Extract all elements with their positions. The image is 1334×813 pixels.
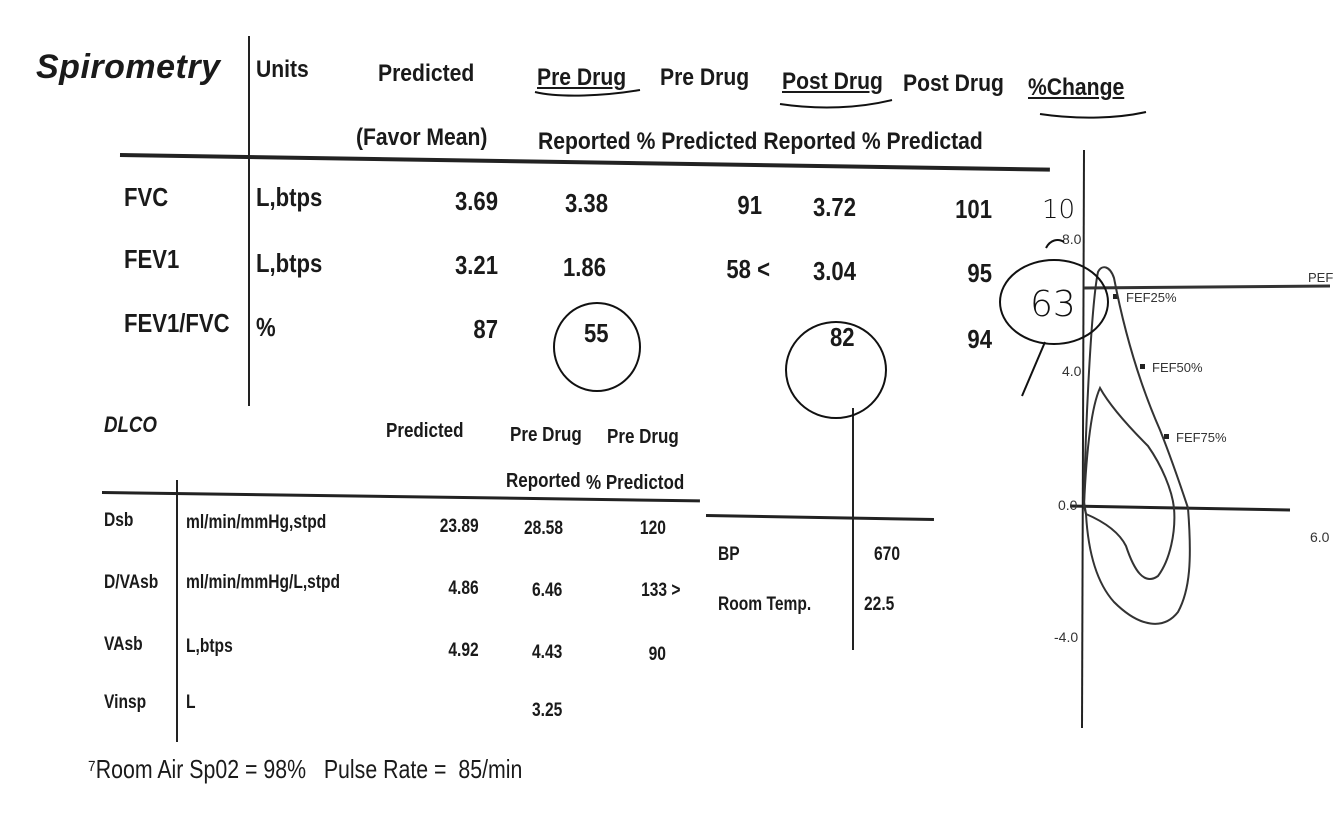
- row-fev1fvc-post-reported: 82: [830, 322, 855, 352]
- header-sub-row: Reported % Predicted Reported % Predictad: [538, 128, 983, 155]
- dlco-row-vinsp-units: L: [186, 692, 196, 713]
- spirometry-vertical-divider: [248, 36, 250, 406]
- row-fvc-name: FVC: [124, 182, 169, 212]
- fef25-label: FEF25%: [1126, 290, 1177, 305]
- dlco-row-dvasb-pct: 133 >: [641, 580, 681, 601]
- header-post-drug-reported: Post Drug: [782, 68, 883, 95]
- dlco-row-vasb-reported: 4.43: [532, 642, 563, 663]
- dlco-header-reported: Reported: [506, 470, 581, 492]
- y-tick-8: 8.0: [1062, 231, 1082, 247]
- flow-volume-y-axis: [1082, 150, 1084, 728]
- underline-post-drug: [780, 100, 892, 107]
- row-fev1-name: FEV1: [124, 244, 180, 274]
- pre-drug-loop: [1084, 388, 1174, 579]
- spirometry-title: Spirometry: [36, 48, 221, 86]
- row-fev1-predicted: 3.21: [454, 250, 498, 280]
- dlco-row-dvasb-predicted: 4.86: [448, 578, 479, 599]
- fef50-label: FEF50%: [1152, 360, 1203, 375]
- dlco-row-dvasb-reported: 6.46: [532, 580, 563, 601]
- y-tick-minus4: -4.0: [1054, 629, 1079, 645]
- fef75-marker: [1164, 434, 1169, 439]
- dlco-row-dsb-predicted: 23.89: [439, 516, 479, 537]
- dlco-vertical-divider: [176, 480, 178, 742]
- pef-line: [1084, 286, 1330, 288]
- dlco-header-pre-drug-2: Pre Drug: [607, 426, 679, 448]
- row-fev1-units: L,btps: [256, 248, 323, 278]
- row-fev1fvc-post-pct: 94: [967, 324, 992, 354]
- bp-value: 670: [874, 544, 900, 565]
- room-temp-label: Room Temp.: [718, 594, 812, 615]
- dlco-header-pre-drug-1: Pre Drug: [510, 424, 582, 446]
- header-pre-drug-pct: Pre Drug: [660, 64, 750, 91]
- dlco-header-pct-predicted: % Predictod: [586, 472, 685, 494]
- handwritten-63: 63: [1030, 284, 1076, 325]
- y-tick-4: 4.0: [1062, 363, 1082, 379]
- dlco-row-vasb-units: L,btps: [186, 636, 233, 657]
- header-pre-drug-reported: Pre Drug: [537, 64, 627, 91]
- handwritten-10: 10: [1042, 195, 1076, 225]
- y-tick-0: 0.0: [1058, 497, 1078, 513]
- row-fev1fvc-predicted: 87: [473, 314, 498, 344]
- dlco-row-vasb-pct: 90: [648, 644, 666, 665]
- underline-change: [1040, 112, 1146, 118]
- bp-label: BP: [718, 544, 740, 565]
- row-fev1-pre-reported: 1.86: [563, 252, 607, 282]
- dlco-header-predicted: Predicted: [386, 420, 464, 442]
- header-predicted: Predicted: [378, 60, 475, 87]
- row-fev1-pre-pct: 58 <: [726, 254, 770, 284]
- dlco-row-vinsp-name: Vinsp: [104, 692, 147, 713]
- pef-label: PEF: [1308, 270, 1334, 285]
- fef75-label: FEF75%: [1176, 430, 1227, 445]
- dlco-row-dsb-units: ml/min/mmHg,stpd: [186, 512, 327, 533]
- conditions-vertical-divider: [852, 408, 854, 650]
- row-fev1-post-pct: 95: [967, 258, 992, 288]
- dlco-row-vasb-predicted: 4.92: [448, 640, 479, 661]
- row-fvc-post-pct: 101: [955, 194, 992, 224]
- dlco-row-dsb-name: Dsb: [104, 510, 134, 531]
- row-fev1-post-reported: 3.04: [813, 256, 857, 286]
- row-fvc-predicted: 3.69: [454, 186, 498, 216]
- fef50-marker: [1140, 364, 1145, 369]
- conditions-top-rule: [706, 514, 934, 521]
- header-change: %Change: [1028, 74, 1125, 101]
- dlco-title: DLCO: [104, 412, 157, 437]
- header-post-drug-pct: Post Drug: [903, 70, 1004, 97]
- row-fev1fvc-name: FEV1/FVC: [124, 308, 230, 338]
- x-tick-end: 6.0: [1310, 529, 1330, 545]
- row-fvc-pre-pct: 91: [737, 190, 762, 220]
- room-temp-value: 22.5: [864, 594, 895, 615]
- dlco-row-dsb-pct: 120: [639, 518, 666, 539]
- row-fev1fvc-units: %: [256, 312, 276, 342]
- row-fvc-pre-reported: 3.38: [565, 188, 609, 218]
- dlco-row-vasb-name: VAsb: [104, 634, 143, 655]
- dlco-row-vinsp-reported: 3.25: [532, 700, 563, 721]
- zero-line: [1070, 506, 1290, 510]
- row-fvc-units: L,btps: [256, 182, 323, 212]
- row-fvc-post-reported: 3.72: [813, 192, 857, 222]
- header-units: Units: [256, 56, 309, 83]
- dlco-row-dsb-reported: 28.58: [524, 518, 563, 539]
- dlco-footer: ⁷Room Air Sp02 = 98% Pulse Rate = 85/min: [88, 754, 523, 784]
- header-predicted-sub: (Favor Mean): [356, 124, 488, 151]
- row-fev1fvc-pre-reported: 55: [584, 318, 609, 348]
- dlco-row-dvasb-units: ml/min/mmHg/L,stpd: [186, 572, 341, 593]
- dlco-row-dvasb-name: D/VAsb: [104, 572, 159, 593]
- flow-volume-chart: [1040, 150, 1334, 740]
